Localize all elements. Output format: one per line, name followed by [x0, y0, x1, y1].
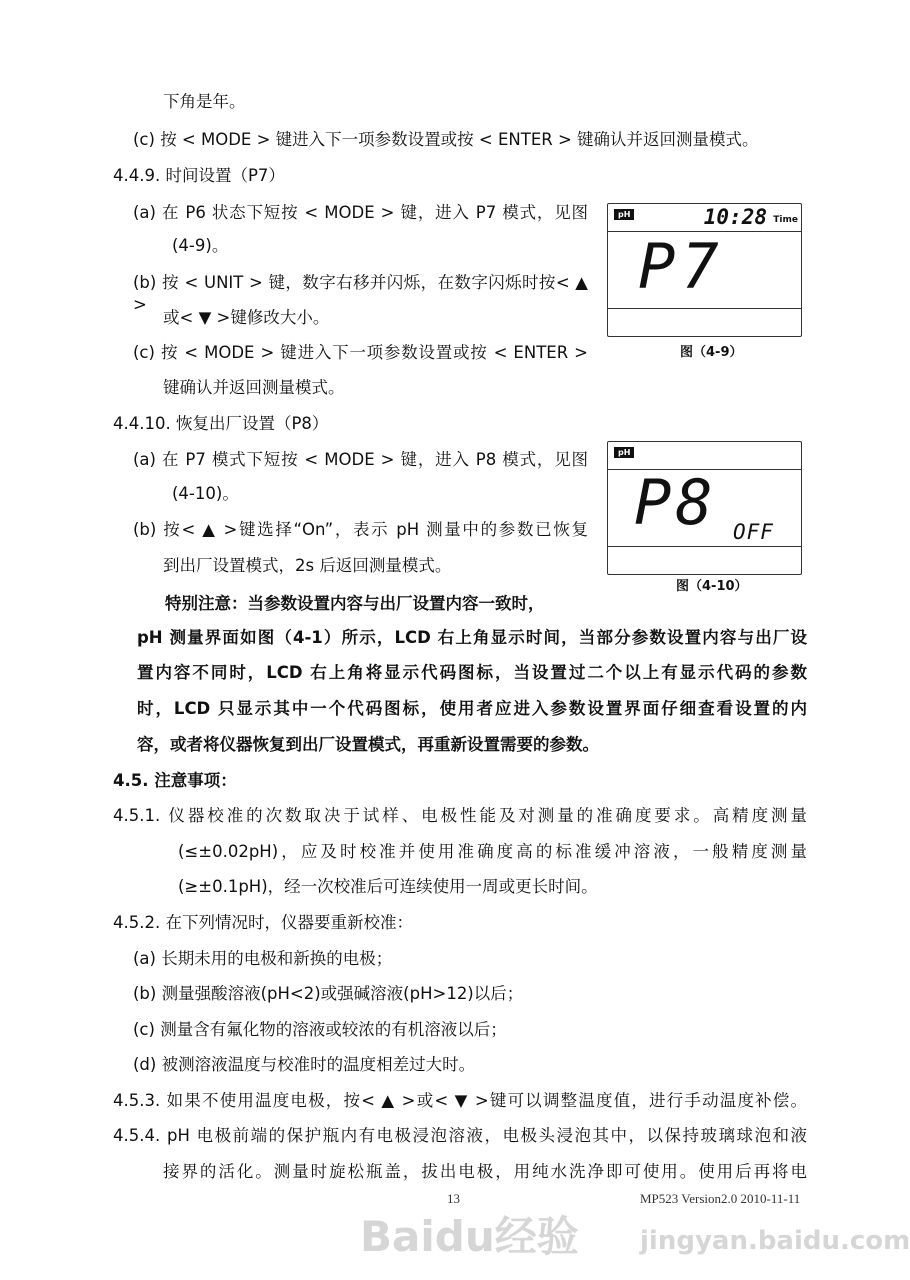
text-line: (a) 在 P6 状态下短按 < MODE > 键，进入 P7 模式，见图: [133, 203, 588, 222]
text-line: 4.5.3. 如果不使用温度电极，按< ▲ >或< ▼ >键可以调整温度值，进行手动温度补偿。: [113, 1091, 807, 1110]
note-line: pH 测量界面如图（4-1）所示，LCD 右上角显示时间，当部分参数设置内容与出厂设: [137, 628, 807, 647]
list-item: (c) 测量含有氟化物的溶液或较浓的有机溶液以后；: [133, 1020, 507, 1039]
watermark-url: jingyan.baidu.com: [640, 1226, 910, 1256]
figure-caption: 图（4-10）: [676, 579, 748, 594]
text-line: (c) 按 < MODE > 键进入下一项参数设置或按 < ENTER >: [133, 343, 588, 362]
lcd-figure-4-10: [607, 441, 802, 575]
section-heading: 4.5. 注意事项：: [113, 771, 237, 790]
figure-caption: 图（4-9）: [680, 345, 743, 360]
note-line: 容，或者将仪器恢复到出厂设置模式，再重新设置需要的参数。: [137, 735, 599, 754]
lcd-main-code: P7: [638, 230, 725, 303]
section-heading: 4.4.10. 恢复出厂设置（P8）: [113, 414, 329, 433]
text-line: 下角是年。: [163, 92, 246, 111]
time-label: Time: [773, 215, 798, 225]
text-line: (≤±0.02pH)，应及时校准并使用准确度高的标准缓冲溶液，一般精度测量: [178, 842, 807, 861]
footer-version: MP523 Version2.0 2010-11-11: [640, 1191, 801, 1206]
lcd-time: 10:28: [703, 205, 767, 229]
note-line: 特别注意：当参数设置内容与出厂设置内容一致时，: [165, 594, 545, 613]
text-line: 键确认并返回测量模式。: [163, 378, 345, 397]
text-line: (a) 在 P7 模式下短按 < MODE > 键，进入 P8 模式，见图: [133, 450, 588, 469]
section-heading: 4.4.9. 时间设置（P7）: [113, 166, 285, 185]
lcd-figure-4-9: [607, 203, 802, 337]
list-item: (a) 长期未用的电极和新换的电极；: [133, 949, 393, 968]
note-line: 时，LCD 只显示其中一个代码图标，使用者应进入参数设置界面仔细查看设置的内: [137, 699, 807, 718]
text-line: 4.5.2. 在下列情况时，仪器要重新校准：: [113, 913, 413, 932]
text-line: (4-9)。: [172, 236, 229, 255]
ph-badge: pH: [614, 209, 634, 220]
list-item: (d) 被测溶液温度与校准时的温度相差过大时。: [133, 1055, 476, 1074]
list-item: (b) 测量强酸溶液(pH<2)或强碱溶液(pH>12)以后；: [133, 984, 524, 1003]
text-line: (4-10)。: [172, 484, 239, 503]
watermark-logo: Baidu经验: [360, 1212, 579, 1261]
lcd-main-code: P8: [634, 466, 717, 539]
note-line: 置内容不同时，LCD 右上角将显示代码图标，当设置过二个以上有显示代码的参数: [137, 663, 807, 682]
text-line: (≥±0.1pH)，经一次校准后可连续使用一周或更长时间。: [178, 877, 598, 896]
text-line: 4.5.4. pH 电极前端的保护瓶内有电极浸泡溶液，电极头浸泡其中，以保持玻璃球泡和液: [113, 1126, 807, 1145]
text-line: 4.5.1. 仪器校准的次数取决于试样、电极性能及对测量的准确度要求。高精度测量: [113, 806, 807, 825]
ph-badge: pH: [614, 447, 634, 458]
text-line: (b) 按 < UNIT > 键，数字右移并闪烁，在数字闪烁时按< ▲ >: [133, 273, 588, 314]
text-line: 或< ▼ >键修改大小。: [163, 308, 330, 327]
text-line: (b) 按< ▲ >键选择“On”，表示 pH 测量中的参数已恢复: [133, 520, 588, 539]
page-number: 13: [447, 1191, 460, 1206]
lcd-sub-value: OFF: [733, 520, 774, 544]
text-line: 接界的活化。测量时旋松瓶盖，拔出电极，用纯水洗净即可使用。使用后再将电: [163, 1162, 807, 1181]
text-line: 到出厂设置模式，2s 后返回测量模式。: [163, 556, 452, 575]
text-line: (c) 按 < MODE > 键进入下一项参数设置或按 < ENTER > 键确认并返回测量模式。: [133, 130, 759, 149]
